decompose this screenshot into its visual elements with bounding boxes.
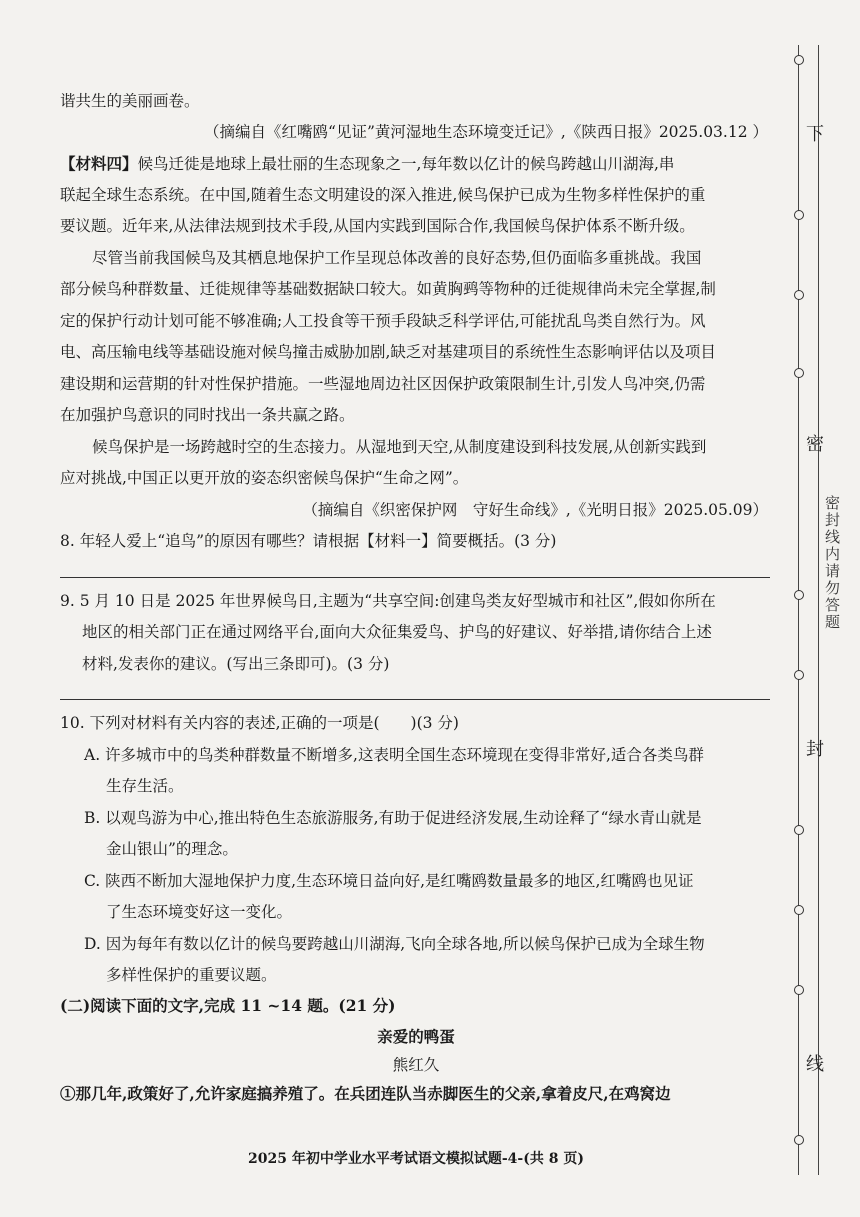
text-line: 地区的相关部门正在通过网络平台,面向大众征集爱鸟、护鸟的好建议、好举措,请你结合上述 <box>82 623 712 641</box>
margin-char: 线 <box>806 1054 824 1075</box>
text-line: 要议题。近年来,从法律法规到技术手段,从国内实践到国际合作,我国候鸟保护体系不断升级。 <box>60 217 695 235</box>
text-line: 谐共生的美丽画卷。 <box>60 92 200 110</box>
option-c: C. 陕西不断加大湿地保护力度,生态环境日益向好,是红嘴鸥数量最多的地区,红嘴鸥也见证 <box>84 872 694 890</box>
option-d: D. 因为每年有数以亿计的候鸟要跨越山川湖海,飞向全球各地,所以候鸟保护已成为全球生物 <box>84 935 705 953</box>
text-line: 部分候鸟种群数量、迁徙规律等基础数据缺口较大。如黄胸鹀等物种的迁徙规律尚未完全掌握,制 <box>60 280 716 298</box>
margin-char: 封 <box>806 739 824 760</box>
binding-hole <box>794 905 804 915</box>
binding-hole <box>794 985 804 995</box>
binding-line-outer <box>818 45 819 1175</box>
source-citation: （摘编自《织密保护网 守好生命线》,《光明日报》2025.05.09） <box>302 501 768 519</box>
option-c-cont: 了生态环境变好这一变化。 <box>106 903 293 921</box>
binding-hole <box>794 290 804 300</box>
option-a: A. 许多城市中的鸟类种群数量不断增多,这表明全国生态环境现在变得非常好,适合各类鸟群 <box>84 746 704 764</box>
material4-label: 【材料四】 <box>60 154 138 173</box>
article-title: 亲爱的鸭蛋 <box>377 1027 455 1046</box>
option-b-cont: 金山银山”的理念。 <box>106 840 238 858</box>
binding-hole <box>794 1135 804 1145</box>
question-10: 10. 下列对材料有关内容的表述,正确的一项是( )(3 分) <box>60 714 459 732</box>
text-line: 建设期和运营期的针对性保护措施。一些湿地周边社区因保护政策限制生计,引发人鸟冲突,仍需 <box>60 375 706 393</box>
answer-line[interactable] <box>60 577 770 578</box>
paragraph-1: ①那几年,政策好了,允许家庭搞养殖了。在兵团连队当赤脚医生的父亲,拿着皮尺,在鸡窝边 <box>60 1084 671 1103</box>
text-line: 材料,发表你的建议。(写出三条即可)。(3 分) <box>82 655 390 673</box>
source-citation: （摘编自《红嘴鸥“见证”黄河湿地生态环境变迁记》,《陕西日报》2025.03.12 ） <box>204 123 768 141</box>
text-line: 应对挑战,中国正以更开放的姿态织密候鸟保护“生命之网”。 <box>60 469 469 487</box>
binding-hole <box>794 368 804 378</box>
question-8: 8. 年轻人爱上“追鸟”的原因有哪些？请根据【材料一】简要概括。(3 分) <box>60 532 557 550</box>
text-line: 定的保护行动计划可能不够准确;人工投食等干预手段缺乏科学评估,可能扰乱鸟类自然行为。风 <box>60 312 706 330</box>
text-line: 在加强护鸟意识的同时找出一条共赢之路。 <box>60 406 355 424</box>
page-footer: 2025 年初中学业水平考试语文模拟试题-4-(共 8 页) <box>248 1151 584 1167</box>
answer-line[interactable] <box>60 699 770 700</box>
binding-hole <box>794 670 804 680</box>
binding-hole <box>794 825 804 835</box>
binding-hole <box>794 590 804 600</box>
text-line: 联起全球生态系统。在中国,随着生态文明建设的深入推进,候鸟保护已成为生物多样性保护的重 <box>60 186 706 204</box>
margin-char: 下 <box>806 124 824 145</box>
section-heading: (二)阅读下面的文字,完成 11 ~14 题。(21 分) <box>60 996 396 1015</box>
text-line: 尽管当前我国候鸟及其栖息地保护工作呈现总体改善的良好态势,但仍面临多重挑战。我国 <box>92 249 702 267</box>
article-author: 熊红久 <box>392 1056 440 1074</box>
option-a-cont: 生存生活。 <box>106 777 184 795</box>
option-d-cont: 多样性保护的重要议题。 <box>106 966 277 984</box>
option-b: B. 以观鸟游为中心,推出特色生态旅游服务,有助于促进经济发展,生动诠释了“绿水青山就是 <box>84 809 702 827</box>
binding-hole <box>794 55 804 65</box>
text-line: 候鸟迁徙是地球上最壮丽的生态现象之一,每年数以亿计的候鸟跨越山川湖海,串 <box>137 155 675 173</box>
binding-hole <box>794 210 804 220</box>
text-line: 候鸟保护是一场跨越时空的生态接力。从湿地到天空,从制度建设到科技发展,从创新实践到 <box>92 438 707 456</box>
question-9: 9. 5 月 10 日是 2025 年世界候鸟日,主题为“共享空间:创建鸟类友好型城市和社区”,假如你所在 <box>60 592 716 610</box>
seal-notice: 密封线内请勿答题 <box>823 495 841 631</box>
margin-char: 密 <box>806 434 824 455</box>
material4-line <box>60 153 772 175</box>
text-line: 电、高压输电线等基础设施对候鸟撞击威胁加剧,缺乏对基建项目的系统性生态影响评估以及项目 <box>60 343 716 361</box>
